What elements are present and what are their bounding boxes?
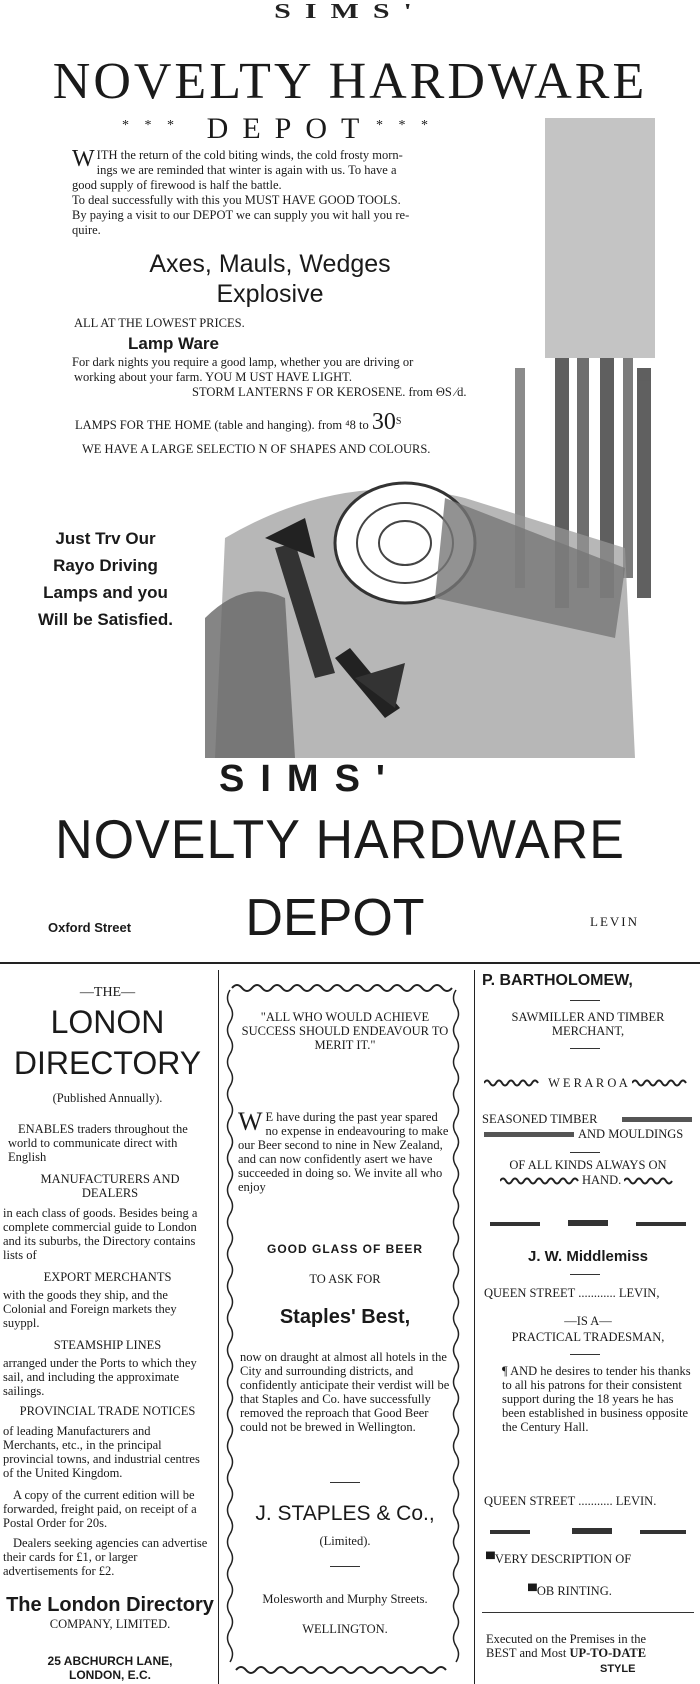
oxford-street: Oxford Street	[48, 920, 132, 935]
just-try-block	[18, 525, 193, 633]
axes-heading: Axes, Mauls, Wedges	[149, 250, 391, 278]
col3-bar2	[484, 1132, 574, 1137]
logging-illustration	[205, 118, 675, 758]
col2-body	[238, 1107, 452, 1194]
col3-all-kinds: OF ALL KINDS ALWAYS ON	[509, 1158, 667, 1172]
selection-line: WE HAVE A LARGE SELECTIO N OF SHAPES AND COLOURS.	[82, 442, 431, 456]
sims-bottom-brand: SIMS'	[219, 758, 401, 800]
col3-dash1	[570, 1000, 600, 1001]
intro-dropcap: W	[72, 146, 95, 172]
col-rule-right	[474, 970, 475, 1684]
col3-middlemiss: J. W. Middlemiss	[527, 1248, 649, 1265]
col1-directory: DIRECTORY	[13, 1045, 202, 1081]
col3-job	[528, 1584, 612, 1598]
col2-wavy-border	[224, 980, 464, 1684]
intro-line6: quire.	[72, 223, 101, 237]
col-rule-left	[218, 970, 219, 1684]
col2-good-glass: GOOD GLASS OF BEER	[266, 1242, 423, 1256]
col3-bar1	[622, 1117, 692, 1122]
col3-wave3	[500, 1176, 580, 1186]
just-try-line3: Lamps and you	[43, 583, 168, 602]
col1-city: LONDON, E.C.	[68, 1668, 151, 1682]
col3-location: W E R A R O A	[548, 1076, 628, 1090]
col3-seasoned: SEASONED TIMBER	[482, 1112, 598, 1126]
col3-uptodate: UP-TO-DATE	[569, 1646, 647, 1660]
col1-company-limited: COMPANY, LIMITED.	[49, 1617, 171, 1631]
col2-ask-for: TO ASK FOR	[309, 1272, 381, 1286]
col3-queen-street2: QUEEN STREET ........... LEVIN.	[484, 1494, 657, 1508]
just-try-line1: Just Trv Our	[55, 529, 156, 548]
col3-dash3	[570, 1152, 600, 1153]
col3-job-mark: ▀	[528, 1584, 537, 1598]
col3-hand: HAND.	[582, 1173, 622, 1187]
col3-every	[486, 1552, 631, 1566]
col3-style: STYLE	[600, 1663, 636, 1675]
intro-line4: To deal successfully with this you MUST HAVE GOOD TOOLS.	[72, 193, 401, 207]
col3-dash4	[570, 1274, 600, 1275]
col3-wave4	[624, 1176, 674, 1186]
col3-job-text: OB RINTING.	[536, 1584, 612, 1598]
just-try-line2: Rayo Driving	[53, 556, 158, 575]
lamp-ware-heading: Lamp Ware	[128, 334, 220, 353]
levin-town: LEVIN	[590, 914, 639, 929]
col1-company-name: The London Directory	[6, 1594, 214, 1616]
col3-ornament2	[568, 1220, 608, 1226]
intro-line1: ITH the return of the cold biting winds, the cold frosty morn-	[96, 148, 403, 162]
col3-ornament6	[640, 1530, 686, 1534]
col3-best: BEST and Most	[486, 1646, 567, 1660]
col3-mouldings: AND MOULDINGS	[578, 1127, 684, 1141]
intro-line5: By paying a visit to our DEPOT we can supply you wit hall you re-	[72, 208, 410, 222]
col3-dash5	[570, 1354, 600, 1355]
col2-dash1	[330, 1482, 360, 1483]
col1-dealers-text: Dealers seeking agencies can advertise their cards for £1, or larger advertisements for £2.	[3, 1536, 208, 1578]
col2-streets: Molesworth and Murphy Streets.	[262, 1592, 428, 1606]
home-lamps-text: LAMPS FOR THE HOME (table and hanging). from ⁴8 to	[75, 418, 369, 433]
col3-divider	[482, 1612, 694, 1613]
col2-limited: (Limited).	[319, 1534, 371, 1548]
col3-ornament5	[572, 1528, 612, 1534]
col1-steamship-text: arranged under the Ports to which they sail, and including the approximate sailings.	[3, 1356, 197, 1398]
depot-bottom: DEPOT	[245, 889, 425, 947]
stars-left: * * *	[122, 118, 180, 133]
col1-steamship: STEAMSHIP LINES	[53, 1338, 162, 1352]
col3-trade: SAWMILLER AND TIMBER MERCHANT,	[511, 1010, 665, 1038]
col3-ornament4	[490, 1530, 530, 1534]
col2-draught: now on draught at almost all hotels in the City and surrounding districts, and confidently anticipate their verdist will be that Staples and Co. have successfully removed the reproach that Good Beer could not be brewed in Wellington.	[240, 1350, 450, 1434]
col2-dropcap: W	[238, 1107, 263, 1136]
col1-published: (Published Annually).	[52, 1091, 163, 1105]
col1-export-text: with the goods they ship, and the Colonial and Foreign markets they suyppl.	[3, 1288, 177, 1330]
price-s: S	[395, 416, 402, 427]
col1-the: —THE—	[79, 985, 136, 1000]
col3-every-text: VERY DESCRIPTION OF	[494, 1552, 632, 1566]
col2-body-text: E have during the past year spared no expense in endeavouring to make our Beer second to nine in New Zealand, and can now confidently asert we have succeeded in doing so. We invite all who enjoy	[238, 1110, 449, 1194]
col2-quote: "ALL WHO WOULD ACHIEVE SUCCESS SHOULD ENDEAVOUR TO MERIT IT."	[241, 1010, 449, 1052]
col3-practical: PRACTICAL TRADESMAN,	[511, 1330, 665, 1344]
lamp-line3: STORM LANTERNS F OR KEROSENE. from ΘS ⁄d.	[192, 385, 467, 399]
section-divider	[0, 962, 700, 964]
col3-desires: ¶ AND he desires to tender his thanks to all his patrons for their consistent support during the 18 years he has been established in business opposite the Century Hall.	[502, 1364, 691, 1434]
col1-manufacturers: MANUFACTURERS AND DEALERS	[40, 1172, 180, 1200]
col3-name: P. BARTHOLOMEW,	[482, 972, 633, 989]
sims-top-brand: SIMS'	[274, 0, 426, 24]
depot-title: DEPOT	[206, 112, 374, 145]
lamp-line1: For dark nights you require a good lamp, whether you are driving or	[72, 355, 414, 369]
col3-wave-left	[484, 1078, 544, 1088]
lamp-line2: working about your farm. YOU M UST HAVE LIGHT.	[74, 370, 352, 384]
just-try-line4: Will be Satisfied.	[38, 610, 173, 629]
intro-line2: ings we are reminded that winter is again with us. To have a	[96, 163, 397, 177]
col2-staples-best: Staples' Best,	[279, 1306, 411, 1328]
col2-dash2	[330, 1566, 360, 1567]
lowest-prices: ALL AT THE LOWEST PRICES.	[74, 316, 245, 330]
col3-dash2	[570, 1048, 600, 1049]
col3-executed: Executed on the Premises in the	[486, 1632, 647, 1646]
col3-queen-street: QUEEN STREET ............ LEVIN,	[484, 1286, 660, 1300]
col3-ornament1	[490, 1222, 540, 1226]
col1-each-class: in each class of goods. Besides being a complete commercial guide to London and its suburbs, the Directory contains lists of	[3, 1206, 198, 1262]
col3-is-a: —IS A—	[564, 1314, 612, 1328]
col1-provincial-text: of leading Manufacturers and Merchants, etc., in the principal provincial towns, and industrial centres of the United Kingdom.	[3, 1424, 200, 1480]
col3-every-mark: ▀	[486, 1552, 495, 1566]
col3-wave-right	[632, 1078, 692, 1088]
intro-line3: good supply of firewood is half the battle.	[72, 178, 282, 192]
col2-company: J. STAPLES & Co.,	[255, 1502, 435, 1525]
explosive-heading: Explosive	[216, 280, 324, 308]
col1-lonon: LONON	[50, 1004, 165, 1040]
col1-copy-text: A copy of the current edition will be forwarded, freight paid, on receipt of a Postal Order for 20s.	[3, 1488, 197, 1530]
novelty-hardware-title: NOVELTY HARDWARE	[52, 53, 648, 110]
col1-address: 25 ABCHURCH LANE,	[47, 1654, 173, 1668]
price-big: 30	[371, 409, 396, 436]
col2-city: WELLINGTON.	[302, 1622, 388, 1636]
col3-best-line	[486, 1646, 696, 1660]
novelty-hardware-bottom: NOVELTY HARDWARE	[55, 809, 625, 871]
stars-right: * * *	[376, 118, 434, 133]
col1-provincial: PROVINCIAL TRADE NOTICES	[19, 1404, 196, 1418]
col3-ornament3	[636, 1222, 686, 1226]
col1-export: EXPORT MERCHANTS	[43, 1270, 172, 1284]
col1-enables: ENABLES traders throughout the world to communicate direct with English	[8, 1122, 188, 1164]
